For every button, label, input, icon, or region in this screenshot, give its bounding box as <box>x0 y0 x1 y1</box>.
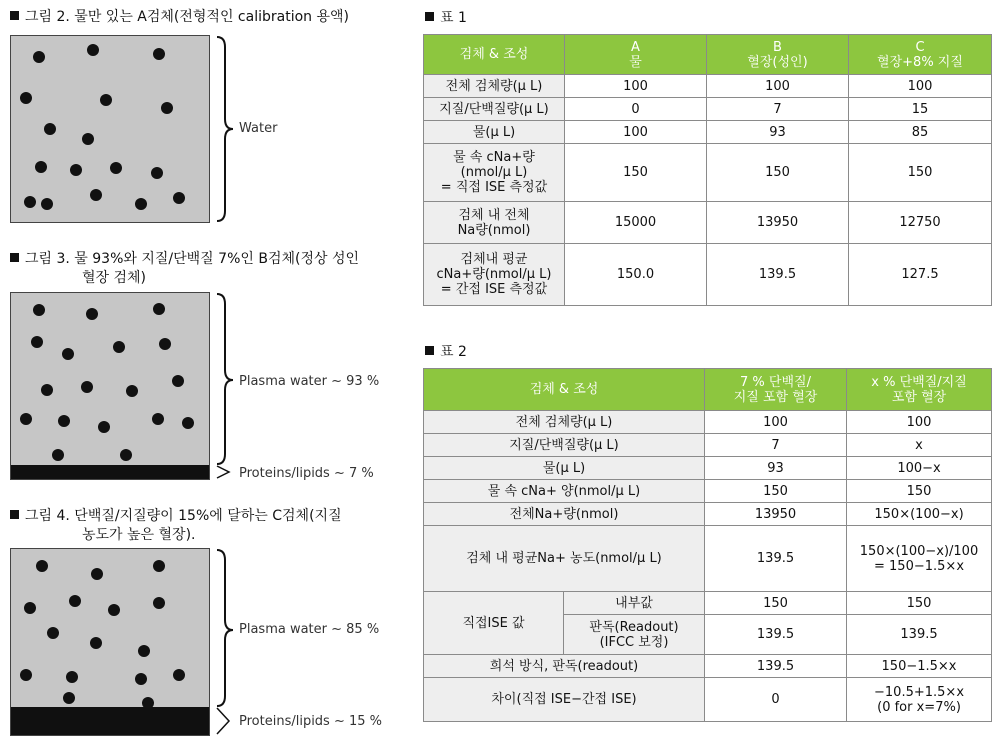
table-cell: 139.5 <box>705 655 847 678</box>
particle-dot <box>182 417 194 429</box>
particle-dot <box>100 94 112 106</box>
table-row <box>424 121 992 144</box>
particle-dot <box>151 167 163 179</box>
table-cell: 139.5 <box>705 615 847 655</box>
particle-dot <box>47 627 59 639</box>
figure2-sample-box <box>10 35 210 223</box>
figure4-brace <box>215 548 237 736</box>
table-cell: 15000 <box>565 202 707 244</box>
table-cell: 100 <box>707 75 849 98</box>
table-cell: 100 <box>565 121 707 144</box>
particle-dot <box>135 198 147 210</box>
table1-header-cell: B 혈장(성인) <box>707 35 849 75</box>
figure2-caption: 그림 2. 물만 있는 A검체(전형적인 calibration 용액) <box>10 8 349 27</box>
figure4-proteins-lipids-label: Proteins/lipids ~ 15 % <box>239 714 383 729</box>
table-cell: 100 <box>847 411 992 434</box>
figure2-brace <box>215 35 237 223</box>
particle-dot <box>173 192 185 204</box>
bullet-square-icon <box>425 346 434 355</box>
table2-title: 표 2 <box>425 343 467 362</box>
particle-dot <box>33 51 45 63</box>
particle-dot <box>31 336 43 348</box>
particle-dot <box>63 692 75 704</box>
table-cell: 93 <box>707 121 849 144</box>
table-cell: 93 <box>705 457 847 480</box>
figure3-proteins-lipids-label: Proteins/lipids ~ 7 % <box>239 466 374 481</box>
figure2-water-label: Water <box>239 121 278 136</box>
table-cell: 12750 <box>849 202 992 244</box>
particle-dot <box>52 449 64 461</box>
particle-dot <box>91 568 103 580</box>
row-label: 내부값 <box>564 592 705 615</box>
particle-dot <box>90 637 102 649</box>
table2-header-row <box>424 369 992 411</box>
particle-dot <box>126 385 138 397</box>
bullet-square-icon <box>10 253 19 262</box>
particle-dot <box>120 449 132 461</box>
particle-dot <box>135 673 147 685</box>
row-label: 검체내 평균 cNa+량(nmol/μ L) = 간접 ISE 측정값 <box>424 244 565 306</box>
particle-dot <box>20 92 32 104</box>
row-label: 지질/단백질량(μ L) <box>424 434 705 457</box>
figure3-brace <box>215 292 237 480</box>
table-row <box>424 144 992 202</box>
table-cell: 7 <box>707 98 849 121</box>
table1-header-cell: 검체 & 조성 <box>424 35 565 75</box>
particle-dot <box>138 645 150 657</box>
particle-dot <box>108 604 120 616</box>
table-cell: 139.5 <box>847 615 992 655</box>
row-group-label: 직접ISE 값 <box>424 592 564 655</box>
particle-dot <box>20 669 32 681</box>
row-label: 물(μ L) <box>424 457 705 480</box>
particle-dot <box>87 44 99 56</box>
table-cell: 150.0 <box>565 244 707 306</box>
table-cell: 7 <box>705 434 847 457</box>
table-row <box>424 457 992 480</box>
particle-dot <box>82 133 94 145</box>
table-cell: 150 <box>705 592 847 615</box>
row-label: 검체 내 전체 Na량(nmol) <box>424 202 565 244</box>
bullet-square-icon <box>10 11 19 20</box>
table-row <box>424 655 992 678</box>
bullet-square-icon <box>10 510 19 519</box>
row-label: 차이(직접 ISE−간접 ISE) <box>424 678 705 722</box>
particle-dot <box>20 413 32 425</box>
bullet-square-icon <box>425 12 434 21</box>
particle-dot <box>173 669 185 681</box>
particle-dot <box>110 162 122 174</box>
particle-dot <box>152 413 164 425</box>
particle-dot <box>172 375 184 387</box>
particle-dot <box>33 304 45 316</box>
particle-dot <box>70 164 82 176</box>
table-row <box>424 98 992 121</box>
particle-dot <box>153 303 165 315</box>
table-cell: −10.5+1.5×x (0 for x=7%) <box>847 678 992 722</box>
table-cell: 150−1.5×x <box>847 655 992 678</box>
table1-header-cell: C 혈장+8% 지질 <box>849 35 992 75</box>
figure3-plasma-water-label: Plasma water ~ 93 % <box>239 374 380 389</box>
row-label: 희석 방식, 판독(readout) <box>424 655 705 678</box>
row-label: 검체 내 평균Na+ 농도(nmol/μ L) <box>424 526 705 592</box>
table-cell: 100−x <box>847 457 992 480</box>
table-row <box>424 678 992 722</box>
particle-dot <box>58 415 70 427</box>
table-row <box>424 75 992 98</box>
particle-dot <box>90 189 102 201</box>
row-label: 물 속 cNa+ 양(nmol/μ L) <box>424 480 705 503</box>
table-row <box>424 592 992 615</box>
particle-dot <box>159 338 171 350</box>
table-cell: 150 <box>565 144 707 202</box>
table-cell: 150 <box>847 592 992 615</box>
table1-header-row <box>424 35 992 75</box>
table-cell: 13950 <box>707 202 849 244</box>
table-cell: 150 <box>707 144 849 202</box>
table2-header-cell: 검체 & 조성 <box>424 369 705 411</box>
figure3-lipid-band <box>11 465 209 479</box>
particle-dot <box>153 560 165 572</box>
table-row <box>424 526 992 592</box>
particle-dot <box>35 161 47 173</box>
particle-dot <box>81 381 93 393</box>
table-cell: 100 <box>565 75 707 98</box>
table-cell: 150×(100−x) <box>847 503 992 526</box>
particle-dot <box>24 196 36 208</box>
table-cell: 100 <box>849 75 992 98</box>
figure4-caption: 그림 4. 단백질/지질량이 15%에 달하는 C검체(지질 농도가 높은 혈장). <box>10 507 342 545</box>
particle-dot <box>41 384 53 396</box>
table-cell: 85 <box>849 121 992 144</box>
table-cell: 150 <box>705 480 847 503</box>
table-cell: 15 <box>849 98 992 121</box>
table2 <box>423 368 992 722</box>
row-label: 지질/단백질량(μ L) <box>424 98 565 121</box>
table-cell: 13950 <box>705 503 847 526</box>
particle-dot <box>86 308 98 320</box>
figure4-plasma-water-label: Plasma water ~ 85 % <box>239 622 380 637</box>
particle-dot <box>62 348 74 360</box>
figure3-caption: 그림 3. 물 93%와 지질/단백질 7%인 B검체(정상 성인 혈장 검체) <box>10 250 359 288</box>
table-cell: 0 <box>705 678 847 722</box>
particle-dot <box>36 560 48 572</box>
row-label: 판독(Readout) (IFCC 보정) <box>564 615 705 655</box>
table1-header-cell: A 물 <box>565 35 707 75</box>
row-label: 전체Na+량(nmol) <box>424 503 705 526</box>
row-label: 물 속 cNa+량 (nmol/μ L) = 직접 ISE 측정값 <box>424 144 565 202</box>
particle-dot <box>66 671 78 683</box>
table-cell: 100 <box>705 411 847 434</box>
table-row <box>424 244 992 306</box>
table-cell: 139.5 <box>705 526 847 592</box>
table-row <box>424 434 992 457</box>
figure4-sample-box <box>10 548 210 736</box>
table-cell: 127.5 <box>849 244 992 306</box>
row-label: 전체 검체량(μ L) <box>424 411 705 434</box>
table-row <box>424 202 992 244</box>
table1-title: 표 1 <box>425 9 467 28</box>
figure3-sample-box <box>10 292 210 480</box>
table-cell: 150 <box>849 144 992 202</box>
particle-dot <box>153 48 165 60</box>
table-cell: 139.5 <box>707 244 849 306</box>
row-label: 물(μ L) <box>424 121 565 144</box>
particle-dot <box>44 123 56 135</box>
particle-dot <box>69 595 81 607</box>
particle-dot <box>161 102 173 114</box>
particle-dot <box>153 597 165 609</box>
particle-dot <box>24 602 36 614</box>
particle-dot <box>113 341 125 353</box>
particle-dot <box>41 198 53 210</box>
table-row <box>424 503 992 526</box>
table2-header-cell: 7 % 단백질/ 지질 포함 혈장 <box>705 369 847 411</box>
row-label: 전체 검체량(μ L) <box>424 75 565 98</box>
particle-dot <box>142 697 154 709</box>
table-row <box>424 411 992 434</box>
table-cell: 150×(100−x)/100 = 150−1.5×x <box>847 526 992 592</box>
table-row <box>424 480 992 503</box>
table-cell: 0 <box>565 98 707 121</box>
table-cell: 150 <box>847 480 992 503</box>
table-cell: x <box>847 434 992 457</box>
table2-header-cell: x % 단백질/지질 포함 혈장 <box>847 369 992 411</box>
table1 <box>423 34 992 306</box>
particle-dot <box>98 421 110 433</box>
figure4-lipid-band <box>11 707 209 735</box>
